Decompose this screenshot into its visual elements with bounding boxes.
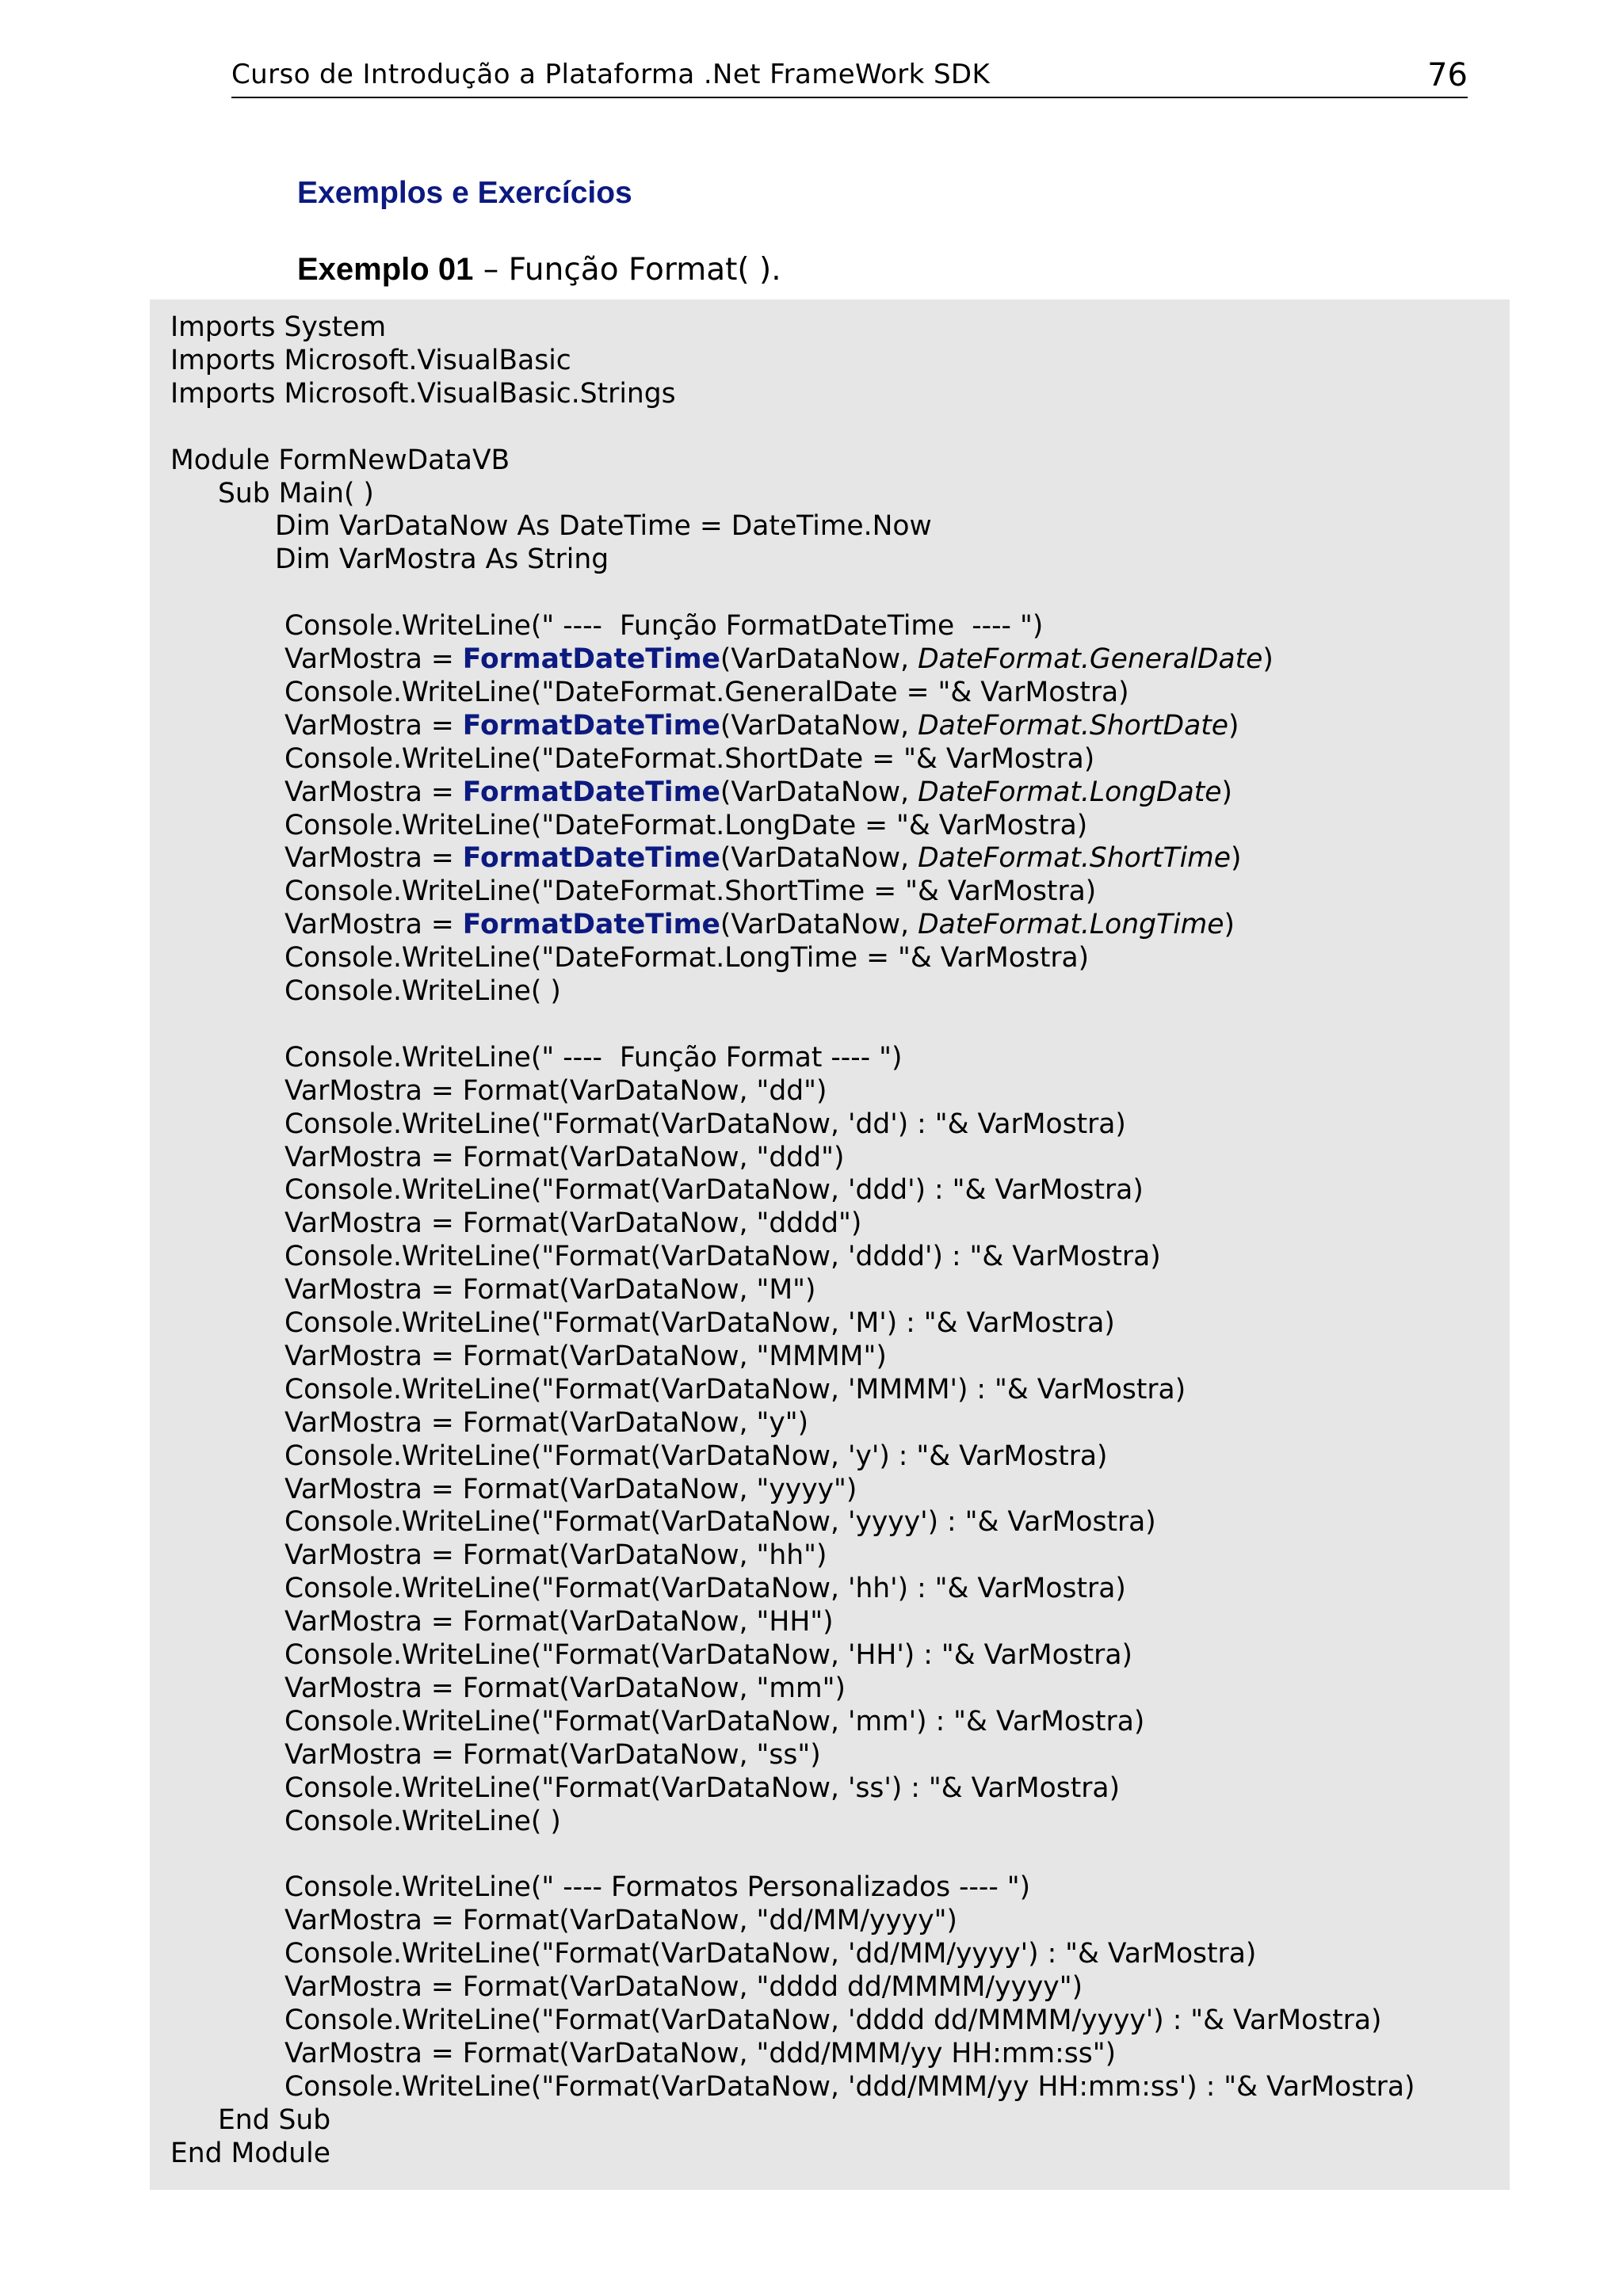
code-text: (VarDataNow,	[720, 643, 918, 675]
code-line	[170, 311, 386, 344]
code-line	[170, 444, 510, 477]
code-text: End Module	[170, 2137, 330, 2169]
code-text: VarMostra = Format(VarDataNow, "dddd")	[285, 1207, 862, 1240]
code-text: Console.WriteLine("DateFormat.ShortDate = "& VarMostra)	[285, 742, 1095, 775]
code-text: Imports Microsoft.VisualBasic	[170, 344, 571, 376]
code-line	[285, 1074, 827, 1108]
code-line	[285, 1273, 815, 1306]
page-header	[231, 52, 1468, 98]
code-text: VarMostra = Format(VarDataNow, "dd")	[285, 1074, 827, 1107]
code-text: Dim VarDataNow As DateTime = DateTime.Now	[275, 510, 932, 543]
code-keyword: FormatDateTime	[462, 709, 720, 742]
code-text: Console.WriteLine("Format(VarDataNow, 'y') : "& VarMostra)	[285, 1440, 1108, 1472]
code-text: End Sub	[218, 2103, 331, 2136]
code-text: )	[1262, 643, 1274, 675]
code-text: (VarDataNow,	[720, 776, 918, 808]
code-text: VarMostra = Format(VarDataNow, "hh")	[285, 1539, 827, 1572]
code-text: Console.WriteLine("DateFormat.LongTime = "& VarMostra)	[285, 942, 1090, 974]
code-line	[285, 709, 1239, 742]
code-text: )	[1224, 909, 1235, 941]
code-text: VarMostra = Format(VarDataNow, "y")	[285, 1406, 809, 1439]
code-text: Console.WriteLine("Format(VarDataNow, 'hh') : "& VarMostra)	[285, 1573, 1126, 1605]
code-text: VarMostra = Format(VarDataNow, "dddd dd/MMMM/yyyy")	[285, 1971, 1083, 2003]
code-line	[285, 609, 1043, 643]
code-text: Console.WriteLine("Format(VarDataNow, 'dddd') : "& VarMostra)	[285, 1241, 1161, 1273]
code-line	[285, 1141, 844, 1174]
code-line	[285, 1306, 1115, 1340]
section-title: Exemplos e Exercícios	[297, 176, 632, 210]
example-heading	[297, 252, 781, 288]
code-text: Console.WriteLine(" ---- Função FormatDateTime ---- ")	[285, 610, 1044, 643]
code-line	[285, 1937, 1256, 1970]
code-keyword: FormatDateTime	[462, 776, 720, 808]
code-text: VarMostra =	[285, 842, 463, 875]
code-text: Console.WriteLine(" ---- Função Format ---- ")	[285, 1041, 903, 1074]
code-block	[150, 299, 1510, 2190]
code-line	[285, 1340, 887, 1373]
code-enum-value: DateFormat.GeneralDate	[918, 643, 1263, 675]
code-line	[285, 1539, 827, 1572]
code-text: Console.WriteLine("Format(VarDataNow, 'dd') : "& VarMostra)	[285, 1108, 1126, 1140]
code-keyword: FormatDateTime	[462, 909, 720, 941]
code-text: VarMostra =	[285, 643, 463, 675]
code-text: Console.WriteLine( )	[285, 1805, 561, 1837]
code-text: (VarDataNow,	[720, 909, 918, 941]
code-line	[285, 2037, 1116, 2070]
code-enum-value: DateFormat.LongDate	[918, 776, 1222, 808]
code-line	[285, 776, 1232, 809]
code-text: )	[1228, 709, 1239, 742]
code-text: VarMostra = Format(VarDataNow, "ddd")	[285, 1141, 845, 1173]
code-enum-value: DateFormat.LongTime	[918, 909, 1224, 941]
code-line	[285, 676, 1129, 709]
code-line	[285, 1805, 561, 1838]
code-text: VarMostra =	[285, 709, 463, 742]
code-text: VarMostra = Format(VarDataNow, "ddd/MMM/yy HH:mm:ss")	[285, 2037, 1117, 2069]
code-line	[285, 1970, 1083, 2004]
code-text: VarMostra = Format(VarDataNow, "M")	[285, 1274, 816, 1306]
code-enum-value: DateFormat.ShortDate	[918, 709, 1228, 742]
header-title: Curso de Introdução a Plataforma .Net FrameWork SDK	[231, 59, 991, 90]
code-line	[285, 875, 1096, 908]
code-line	[285, 1738, 821, 1772]
code-text: (VarDataNow,	[720, 709, 918, 742]
code-text: Dim VarMostra As String	[275, 543, 609, 576]
example-text: – Função Format( ).	[473, 252, 781, 288]
code-line	[218, 477, 374, 510]
code-keyword: FormatDateTime	[462, 842, 720, 875]
code-line	[275, 543, 609, 576]
code-text: VarMostra =	[285, 776, 463, 808]
code-text: (VarDataNow,	[720, 842, 918, 875]
code-text: Sub Main( )	[218, 477, 374, 509]
code-line	[285, 1904, 957, 1937]
example-label: Exemplo 01	[297, 252, 474, 287]
code-line	[285, 2004, 1381, 2037]
code-text: Console.WriteLine("Format(VarDataNow, 'yyyy') : "& VarMostra)	[285, 1506, 1156, 1539]
code-text: Console.WriteLine("Format(VarDataNow, 'M') : "& VarMostra)	[285, 1307, 1115, 1339]
code-text: Console.WriteLine("Format(VarDataNow, 'mm') : "& VarMostra)	[285, 1705, 1145, 1737]
code-text: Console.WriteLine("Format(VarDataNow, 'ddd/MMM/yy HH:mm:ss') : "& VarMostra)	[285, 2070, 1415, 2103]
code-text: Console.WriteLine(" ---- Formatos Personalizados ---- ")	[285, 1871, 1031, 1904]
code-line	[285, 1705, 1144, 1738]
code-text: VarMostra = Format(VarDataNow, "mm")	[285, 1672, 846, 1704]
code-line	[285, 1440, 1108, 1473]
code-line	[285, 809, 1087, 842]
code-line	[285, 1772, 1120, 1805]
code-text: )	[1231, 842, 1242, 875]
code-line	[170, 2137, 330, 2170]
code-text: Console.WriteLine("Format(VarDataNow, 'dd/MM/yyyy') : "& VarMostra)	[285, 1938, 1257, 1970]
code-line	[170, 344, 571, 377]
code-text: Console.WriteLine("Format(VarDataNow, 'dddd dd/MMMM/yyyy') : "& VarMostra)	[285, 2004, 1382, 2036]
code-line	[285, 1041, 902, 1074]
code-text: Imports System	[170, 311, 387, 343]
code-line	[170, 377, 676, 410]
code-line	[285, 1871, 1030, 1904]
code-line	[285, 1505, 1156, 1539]
code-text: Console.WriteLine("DateFormat.ShortTime = "& VarMostra)	[285, 875, 1097, 908]
code-text: )	[1221, 776, 1232, 808]
code-text: Console.WriteLine("Format(VarDataNow, 'ss') : "& VarMostra)	[285, 1772, 1121, 1804]
code-line	[285, 1572, 1126, 1605]
code-text: VarMostra = Format(VarDataNow, "dd/MM/yyyy")	[285, 1905, 957, 1937]
code-text: VarMostra = Format(VarDataNow, "ss")	[285, 1738, 821, 1771]
code-line	[285, 841, 1241, 875]
page-number: 76	[1427, 57, 1468, 93]
code-text: VarMostra = Format(VarDataNow, "MMMM")	[285, 1340, 887, 1372]
code-enum-value: DateFormat.ShortTime	[918, 842, 1231, 875]
code-line	[275, 509, 932, 543]
code-line	[285, 2070, 1415, 2103]
code-line	[285, 742, 1094, 776]
code-text: VarMostra = Format(VarDataNow, "HH")	[285, 1606, 834, 1638]
code-line	[218, 2103, 330, 2137]
code-text: Console.WriteLine("DateFormat.GeneralDate = "& VarMostra)	[285, 676, 1129, 708]
code-line	[285, 1638, 1132, 1672]
code-line	[285, 1240, 1161, 1273]
code-text: Console.WriteLine( )	[285, 975, 561, 1007]
code-text: Console.WriteLine("Format(VarDataNow, 'HH') : "& VarMostra)	[285, 1639, 1132, 1671]
code-line	[285, 1207, 861, 1240]
code-text: VarMostra = Format(VarDataNow, "yyyy")	[285, 1473, 857, 1505]
code-line	[285, 1473, 857, 1506]
code-text: Console.WriteLine("DateFormat.LongDate = "& VarMostra)	[285, 809, 1088, 841]
code-line	[285, 1605, 834, 1638]
code-text: Console.WriteLine("Format(VarDataNow, 'MMMM') : "& VarMostra)	[285, 1373, 1186, 1405]
code-line	[285, 908, 1235, 941]
code-line	[285, 974, 561, 1008]
code-text: Imports Microsoft.VisualBasic.Strings	[170, 377, 676, 410]
code-line	[285, 643, 1274, 676]
code-text: VarMostra =	[285, 909, 463, 941]
code-line	[285, 1672, 846, 1705]
code-text: Console.WriteLine("Format(VarDataNow, 'ddd') : "& VarMostra)	[285, 1174, 1144, 1207]
code-keyword: FormatDateTime	[462, 643, 720, 675]
code-line	[285, 1373, 1186, 1406]
code-line	[285, 1406, 808, 1440]
code-line	[285, 1173, 1144, 1207]
code-text: Module FormNewDataVB	[170, 444, 510, 476]
code-line	[285, 941, 1089, 974]
code-line	[285, 1108, 1126, 1141]
